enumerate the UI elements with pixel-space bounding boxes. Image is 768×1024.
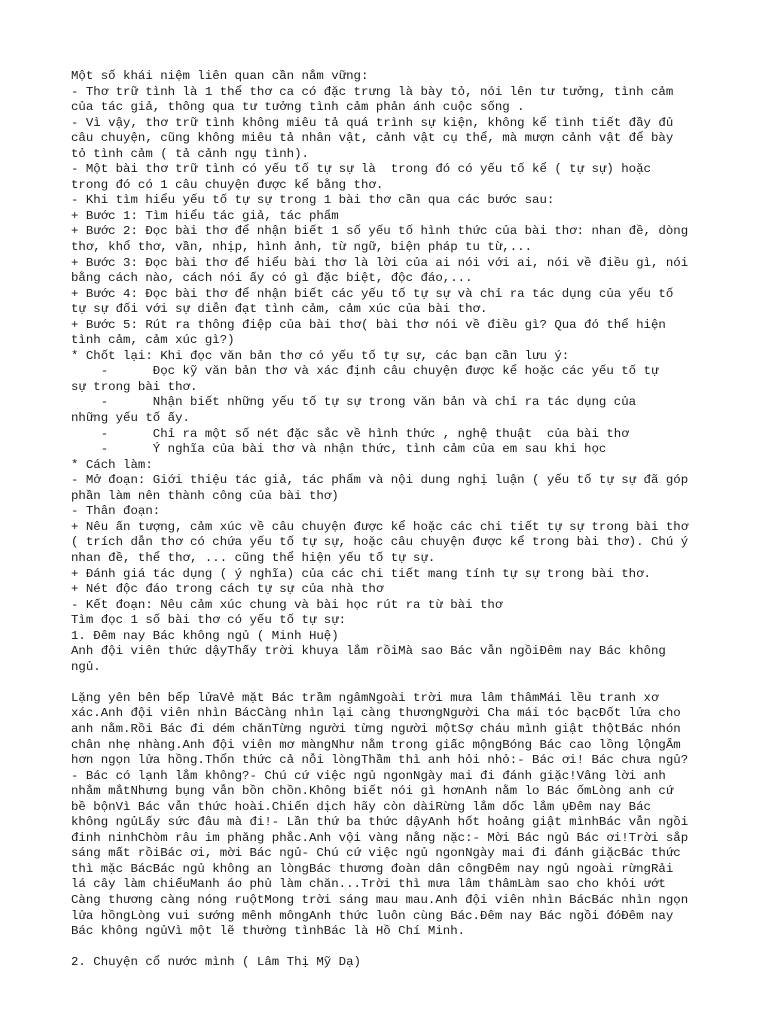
text-line: câu chuyện, cũng không miêu tả nhân vật, cảnh vật cụ thể, mà mượn cảnh vật để bày bbox=[71, 131, 674, 146]
text-line: Bác không ngủVì một lẽ thường tìnhBác là Hồ Chí Minh. bbox=[71, 924, 466, 939]
text-line: ngủ. bbox=[71, 659, 101, 674]
text-line: nhan đề, thể thơ, ... cũng thể hiện yếu tố tự sự. bbox=[71, 550, 436, 565]
text-line: * Chốt lại: Khi đọc văn bản thơ có yếu tố tự sự, các bạn cần lưu ý: bbox=[71, 348, 570, 363]
text-line: + Nêu ấn tượng, cảm xúc về câu chuyện được kể hoặc các chi tiết tự sự trong bài thơ bbox=[71, 519, 689, 534]
text-line: - Đọc kỹ văn bản thơ và xác định câu chuyện được kể hoặc các yếu tố tự bbox=[71, 364, 659, 379]
text-line: + Bước 3: Đọc bài thơ để hiểu bài thơ là lời của ai nói với ai, nói về điều gì, nói bbox=[71, 255, 689, 270]
text-line: - Thân đoạn: bbox=[71, 504, 161, 519]
text-line: + Nét độc đáo trong cách tự sự của nhà thơ bbox=[71, 582, 384, 597]
text-line: lá cây làm chiếuManh áo phủ làm chăn...Trời thì mưa lâm thâmLàm sao cho khỏi ướt bbox=[71, 877, 666, 892]
text-line: * Cách làm: bbox=[71, 457, 153, 472]
text-line: + Bước 1: Tìm hiểu tác giả, tác phẩm bbox=[71, 208, 339, 223]
text-line: của tác giả, thông qua tư tưởng tình cảm phản ánh cuộc sống . bbox=[71, 100, 525, 115]
text-line: nhắm mắtNhưng bụng vẫn bồn chồn.Không biết nói gì hơnAnh nằm lo Bác ốmLòng anh cứ bbox=[71, 784, 674, 799]
text-line: - Mở đoạn: Giới thiệu tác giả, tác phẩm và nội dung nghị luận ( yếu tố tự sự đã góp bbox=[71, 473, 689, 488]
text-line: sự trong bài thơ. bbox=[71, 379, 198, 394]
text-line: chân nhẹ nhàng.Anh đội viên mơ màngNhư nằm trong giấc mộngBóng Bác cao lồng lộngẤm bbox=[71, 737, 681, 752]
blank-line bbox=[71, 675, 728, 691]
blank-line bbox=[71, 940, 728, 956]
text-line: + Bước 5: Rút ra thông điệp của bài thơ( bài thơ nói về điều gì? Qua đó thể hiện bbox=[71, 317, 666, 332]
text-line: Một số khái niệm liên quan cần nắm vững: bbox=[71, 69, 369, 83]
text-line: - Ý nghĩa của bài thơ và nhận thức, tình cảm của em sau khi học bbox=[71, 442, 607, 457]
text-line: - Bác có lạnh lắm không?- Chú cứ việc ngủ ngonNgày mai đi đánh giặc!Vâng lời anh bbox=[71, 768, 666, 783]
text-line: 2. Chuyện cổ nước mình ( Lâm Thị Mỹ Dạ) bbox=[71, 955, 361, 970]
text-line: + Đánh giá tác dụng ( ý nghĩa) của các chi tiết mang tính tự sự trong bài thơ. bbox=[71, 566, 651, 581]
text-line: sáng mất rồiBác ơi, mời Bác ngủ- Chú cứ việc ngủ ngonNgày mai đi đánh giặcBác thức bbox=[71, 846, 681, 861]
text-line: tỏ tình cảm ( tả cảnh ngụ tình). bbox=[71, 146, 309, 161]
text-line: - Khi tìm hiểu yếu tố tự sự trong 1 bài thơ cần qua các bước sau: bbox=[71, 193, 555, 208]
text-line: trong đó có 1 câu chuyện được kể bằng thơ. bbox=[71, 177, 384, 192]
text-line: xác.Anh đội viên nhìn BácCàng nhìn lại càng thươngNgười Cha mái tóc bạcĐốt lửa cho bbox=[71, 706, 681, 721]
text-line: lửa hồngLòng vui sướng mênh môngAnh thức luôn cùng Bác.Đêm nay Bác ngồi đóĐêm nay bbox=[71, 908, 674, 923]
text-line: thơ, khổ thơ, vần, nhịp, hình ảnh, từ ngữ, biện pháp tu từ,... bbox=[71, 240, 533, 255]
text-line: phần làm nên thành công của bài thơ) bbox=[71, 488, 339, 503]
text-line: tình cảm, cảm xúc gì?) bbox=[71, 333, 235, 348]
text-line: Anh đội viên thức dậyThấy trời khuya lắm rồiMà sao Bác vẫn ngồiĐêm nay Bác không bbox=[71, 644, 666, 659]
text-line: Tìm đọc 1 số bài thơ có yếu tố tự sự: bbox=[71, 613, 347, 628]
text-line: - Nhận biết những yếu tố tự sự trong văn bản và chỉ ra tác dụng của bbox=[71, 395, 637, 410]
text-line: + Bước 4: Đọc bài thơ để nhận biết các yếu tố tự sự và chỉ ra tác dụng của yếu tố bbox=[71, 286, 674, 301]
text-line: đinh ninhChòm râu im phăng phắc.Anh vội vàng nằng nặc:- Mời Bác ngủ Bác ơi!Trời sắp bbox=[71, 830, 689, 845]
text-line: tự sự đối với sự diễn đạt tình cảm, cảm xúc của bài thơ. bbox=[71, 302, 488, 317]
text-line: không ngủLấy sức đâu mà đi!- Lần thứ ba thức dậyAnh hốt hoảng giật mìnhBác vẫn ngồi bbox=[71, 815, 689, 830]
text-line: - Kết đoạn: Nêu cảm xúc chung và bài học rút ra từ bài thơ bbox=[71, 597, 503, 612]
text-line: 1. Đêm nay Bác không ngủ ( Minh Huệ) bbox=[71, 628, 339, 643]
text-line: - Một bài thơ trữ tình có yếu tố tự sự là trong đó có yếu tố kể ( tự sự) hoặc bbox=[71, 162, 651, 177]
text-line: - Vì vậy, thơ trữ tình không miêu tả quá trình sự kiện, không kể tình tiết đầy đủ bbox=[71, 115, 674, 130]
text-line: - Chỉ ra một số nét đặc sắc về hình thức , nghệ thuật của bài thơ bbox=[71, 426, 629, 441]
text-line: + Bước 2: Đọc bài thơ để nhận biết 1 số yếu tố hình thức của bài thơ: nhan đề, dòng bbox=[71, 224, 689, 239]
text-line: những yếu tố ấy. bbox=[71, 411, 190, 426]
text-line: ( trích dẫn thơ có chứa yếu tố tự sự, hoặc câu chuyện được kể trong bài thơ). Chú ý bbox=[71, 535, 689, 550]
text-line: thì mặc BácBác ngủ không an lòngBác thương đoàn dân côngĐêm nay ngủ ngoài rừngRải bbox=[71, 861, 674, 876]
text-line: anh nằm.Rồi Bác đi dém chănTừng người từng người mộtSợ cháu mình giật thộtBác nhón bbox=[71, 721, 681, 736]
text-line: bề bộnVì Bác vẫn thức hoài.Chiến dịch hãy còn dàiRừng lắm dốc lắm ụĐêm nay Bác bbox=[71, 799, 651, 814]
text-line: bằng cách nào, cách nói ấy có gì đặc biệt, độc đáo,... bbox=[71, 271, 473, 286]
text-line: Lặng yên bên bếp lửaVẻ mặt Bác trầm ngâmNgoài trời mưa lâm thâmMái lều tranh xơ bbox=[71, 690, 659, 705]
text-line: - Thơ trữ tình là 1 thể thơ ca có đặc trưng là bày tỏ, nói lên tư tưởng, tình cảm bbox=[71, 84, 674, 99]
text-line: hơn ngọn lửa hồng.Thổn thức cả nỗi lòngThầm thì anh hỏi nhỏ:- Bác ơi! Bác chưa ngủ? bbox=[71, 753, 689, 768]
text-line: Càng thương càng nóng ruộtMong trời sáng mau mau.Anh đội viên nhìn BácBác nhìn ngọn bbox=[71, 892, 689, 907]
